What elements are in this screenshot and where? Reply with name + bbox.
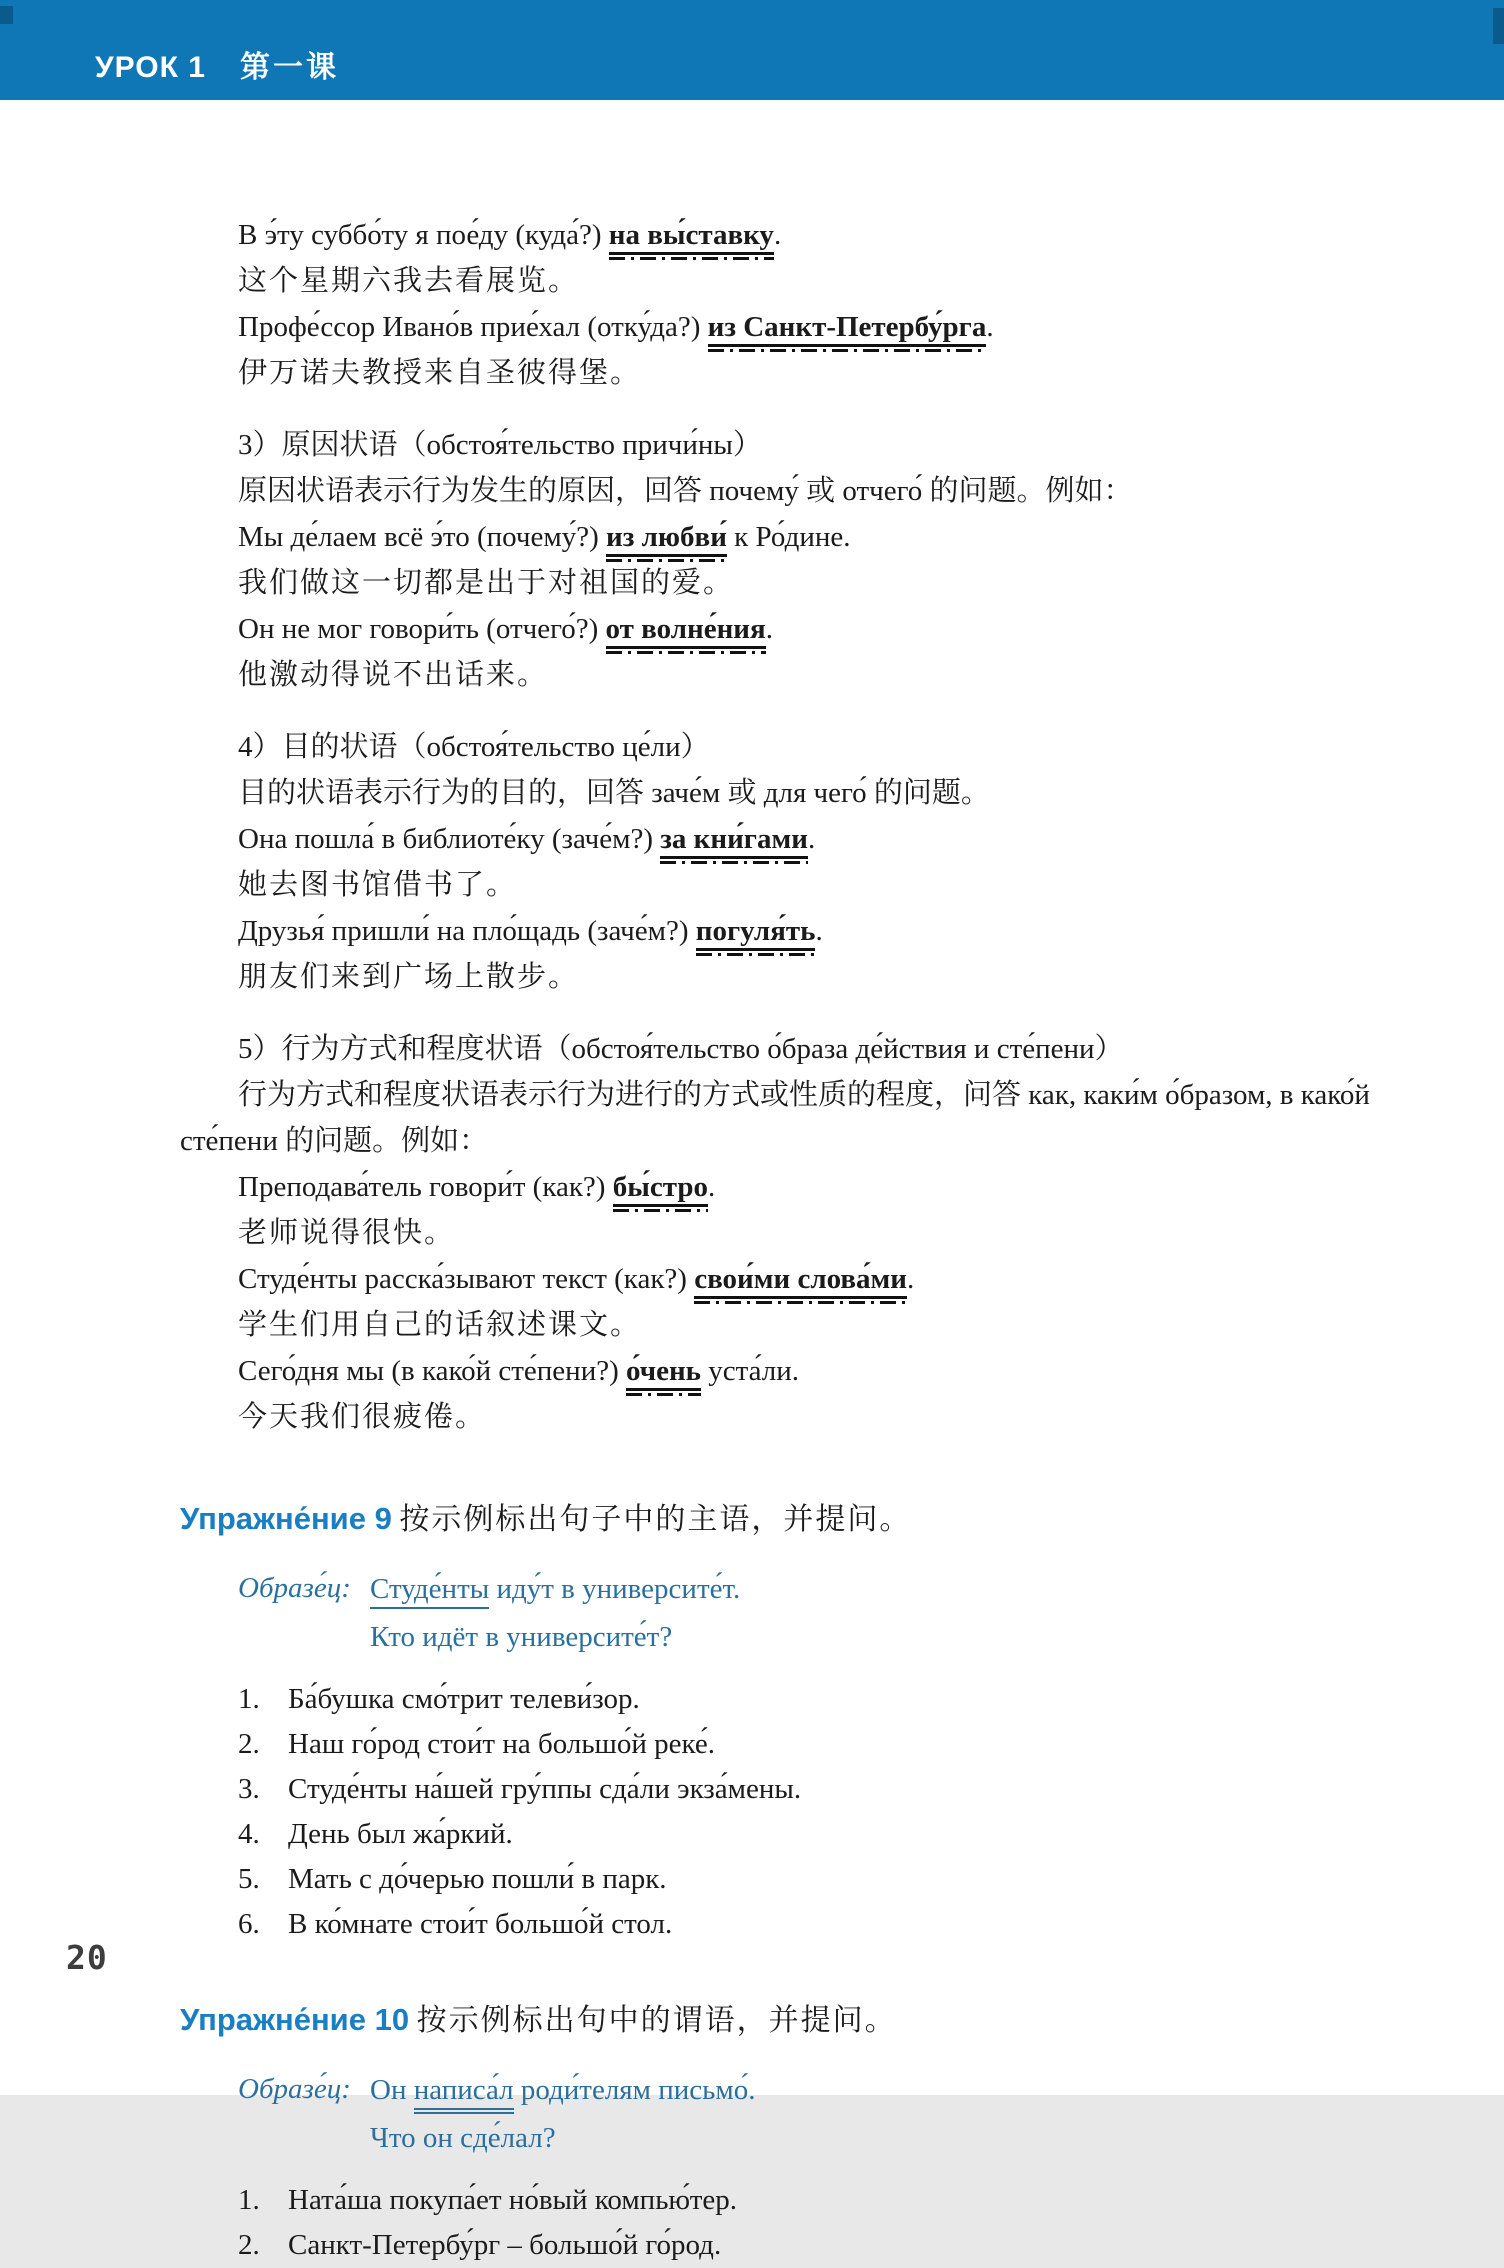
- marked-predicate: написа́л: [414, 2074, 514, 2114]
- exercise-task: 按示例标出句中的谓语，并提问。: [416, 2004, 897, 2037]
- marked-adverbial: о́чень: [626, 1355, 701, 1391]
- example-ru: [180, 1256, 1370, 1302]
- item-text: Ната́ша покупа́ет но́вый компью́тер.: [288, 2184, 738, 2216]
- sentence-part: В э́ту суббо́ту я пое́ду (куда́?): [238, 219, 609, 251]
- exercise-heading: [180, 1997, 1370, 2044]
- item-text: Мать с до́черью пошли́ в парк.: [288, 1863, 667, 1895]
- list-item: [238, 1902, 1370, 1947]
- section-title: 5）行为方式和程度状语（обстоя́тельство о́браза де́йствия и сте́пени）: [238, 1033, 1124, 1065]
- item-text: Студе́нты на́шей гру́ппы сда́ли экза́мены.: [288, 1773, 802, 1805]
- item-text: Ба́бушка смо́трит телеви́зор.: [288, 1683, 640, 1715]
- example-ru: [180, 212, 1370, 258]
- page-content: [0, 100, 1504, 2268]
- sample-label: Образе́ц:: [238, 1572, 351, 1604]
- sentence-part: .: [986, 311, 994, 343]
- marked-adverbial: бы́стро: [613, 1171, 708, 1207]
- marked-adverbial: из любви́: [606, 521, 727, 557]
- sample-sentence: [370, 2066, 755, 2114]
- sentence-part: .: [907, 1263, 915, 1295]
- sentence-part: Мы де́лаем всё э́то (почему́?): [238, 521, 606, 553]
- example-zh: 老师说得很快。: [238, 1217, 456, 1249]
- example-ru: [180, 816, 1370, 862]
- list-item: [238, 1812, 1370, 1857]
- sentence-part: Преподава́тель говори́т (как?): [238, 1171, 613, 1203]
- sentence-part: Он не мог говори́ть (отчего́?): [238, 613, 606, 645]
- example-zh: 今天我们很疲倦。: [238, 1401, 487, 1433]
- example-ru: [180, 514, 1370, 560]
- example-zh: 他激动得说不出话来。: [238, 659, 549, 691]
- list-item: [238, 1857, 1370, 1902]
- example-ru: [180, 1348, 1370, 1394]
- example-zh: 伊万诺夫教授来自圣彼得堡。: [238, 357, 642, 389]
- item-number: 1.: [238, 1683, 260, 1715]
- sentence-part: Сего́дня мы (в како́й сте́пени?): [238, 1355, 626, 1387]
- print-mark-icon: [0, 6, 13, 24]
- sample-question: Что он сде́лал?: [370, 2122, 556, 2154]
- item-number: 5.: [238, 1863, 260, 1895]
- item-number: 6.: [238, 1908, 260, 1940]
- sentence-part: Студе́нты расска́зывают текст (как?): [238, 1263, 695, 1295]
- example-ru: [180, 1164, 1370, 1210]
- section-title: 3）原因状语（обстоя́тельство причи́ны）: [238, 429, 762, 461]
- lesson-header-bar: [0, 0, 1504, 100]
- sentence-part: .: [807, 823, 816, 855]
- lesson-number-ru: УРОК 1: [95, 51, 206, 84]
- list-item: [238, 2223, 1370, 2268]
- list-item: [238, 1767, 1370, 1812]
- sentence-part: иду́т в университе́т.: [489, 1573, 741, 1605]
- exercise-sample: [238, 2066, 1370, 2162]
- sentence-part: к Ро́дине.: [726, 521, 851, 553]
- list-item: [238, 2178, 1370, 2223]
- marked-adverbial: от волне́ния: [606, 613, 766, 649]
- example-zh: 这个星期六我去看展览。: [238, 265, 580, 297]
- list-item: [238, 1677, 1370, 1722]
- item-number: 2.: [238, 1728, 260, 1760]
- item-text: В ко́мнате стои́т большо́й стол.: [288, 1908, 673, 1940]
- marked-subject: Студе́нты: [370, 1573, 489, 1609]
- example-zh: 她去图书馆借书了。: [238, 869, 518, 901]
- exercise-list: [238, 1677, 1370, 1947]
- marked-adverbial: за кни́гами: [660, 823, 808, 859]
- lesson-header-text: [95, 42, 339, 86]
- section-desc: 原因状语表示行为发生的原因，回答 почему́ 或 отчего́ 的问题。例如：: [238, 475, 1133, 507]
- exercise-label: Упражне́ние 9: [180, 1501, 392, 1536]
- example-zh: 学生们用自己的话叙述课文。: [238, 1309, 642, 1341]
- exercise-label: Упражне́ние 10: [180, 2002, 410, 2037]
- example-ru: [180, 908, 1370, 954]
- section-title: 4）目的状语（обстоя́тельство це́ли）: [238, 731, 710, 763]
- section-desc: 行为方式和程度状语表示行为进行的方式或性质的程度，问答 как, каки́м о́бразом, в како́й сте́пени 的问题。例如：: [180, 1079, 1370, 1157]
- page-number: 20: [66, 1938, 108, 1977]
- print-mark-icon: [1493, 8, 1504, 44]
- sentence-part: .: [815, 915, 823, 947]
- sentence-part: Она пошла́ в библиоте́ку (заче́м?): [238, 823, 661, 855]
- item-number: 1.: [238, 2184, 260, 2216]
- sentence-part: роди́телям письмо́.: [513, 2074, 756, 2106]
- sentence-part: .: [707, 1171, 716, 1203]
- marked-adverbial: на вы́ставку: [609, 219, 774, 255]
- example-zh: 我们做这一切都是出于对祖国的爱。: [238, 567, 735, 599]
- exercise-9: [180, 1496, 1370, 1947]
- list-item: [238, 1722, 1370, 1767]
- item-number: 2.: [238, 2229, 260, 2261]
- sentence-part: .: [773, 219, 782, 251]
- sentence-part: Профе́ссор Ивано́в прие́хал (отку́да?): [238, 311, 708, 343]
- example-ru: [180, 304, 1370, 350]
- marked-adverbial: погуля́ть: [696, 915, 816, 951]
- item-text: Наш го́род стои́т на большо́й реке́.: [288, 1728, 716, 1760]
- item-number: 4.: [238, 1818, 260, 1850]
- item-number: 3.: [238, 1773, 260, 1805]
- sample-body: [370, 2066, 755, 2162]
- marked-adverbial: свои́ми слова́ми: [694, 1263, 907, 1299]
- item-text: Санкт-Петербу́рг – большо́й го́род.: [288, 2229, 722, 2261]
- sentence-part: .: [765, 613, 773, 645]
- sentence-part: уста́ли.: [701, 1355, 800, 1387]
- example-ru: [180, 606, 1370, 652]
- sample-sentence: [370, 1565, 740, 1613]
- sentence-part: Он: [370, 2074, 414, 2106]
- example-zh: 朋友们来到广场上散步。: [238, 961, 580, 993]
- exercise-sample: [238, 1565, 1370, 1661]
- sample-label: Образе́ц:: [238, 2073, 351, 2105]
- lesson-title-zh: 第一课: [239, 51, 339, 84]
- sample-body: [370, 1565, 740, 1661]
- exercise-list: [238, 2178, 1370, 2268]
- sample-question: Кто идёт в университе́т?: [370, 1621, 673, 1653]
- sentence-part: Друзья́ пришли́ на пло́щадь (заче́м?): [238, 915, 696, 947]
- exercise-10: [180, 1997, 1370, 2268]
- section-desc: 目的状语表示行为的目的，回答 заче́м 或 для чего́ 的问题。: [238, 777, 990, 809]
- item-text: День был жа́ркий.: [288, 1818, 513, 1850]
- exercise-heading: [180, 1496, 1370, 1543]
- exercise-task: 按示例标出句子中的主语，并提问。: [399, 1503, 912, 1536]
- marked-adverbial: из Санкт-Петербу́рга: [708, 311, 987, 347]
